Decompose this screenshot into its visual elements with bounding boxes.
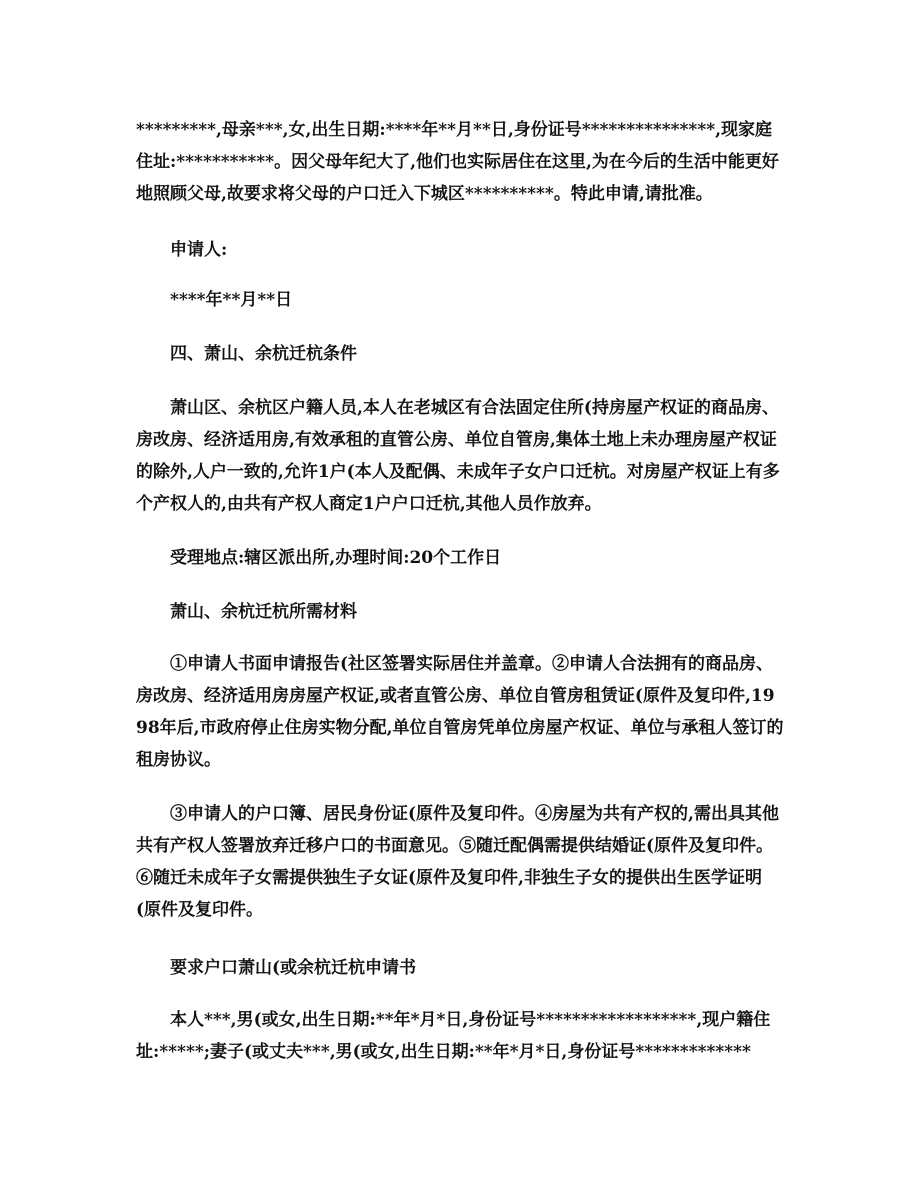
paragraph-materials-1-2: ①申请人书面申请报告(社区签署实际居住并盖章。②申请人合法拥有的商品房、房改房、经济适用房房屋产权证,或者直管公房、单位自管房租赁证(原件及复印件,1998年后,市政府停止住房实物分配,单位自管房凭单位房屋产权证、单位与承租人签订的租房协议。 [136, 654, 784, 770]
paragraph-parents-application: *********,母亲***,女,出生日期:****年**月**日,身份证号***************,现家庭住址:***********。因父母年纪大了,他们也实际居住在这里,为在今后的生活中能更好地照顾父母,故要求将父母的户口迁入下城区**********。特此申请,请批准。 [136, 120, 779, 204]
section-heading-application-form: 要求户口萧山(或余杭迁杭申请书 [170, 958, 417, 978]
paragraph-processing-location: 受理地点:辖区派出所,办理时间:20个工作日 [170, 548, 502, 568]
paragraph-applicant-label: 申请人: [170, 240, 228, 260]
section-heading-materials: 萧山、余杭迁杭所需材料 [170, 602, 357, 622]
paragraph-applicant-details: 本人***,男(或女,出生日期:**年*月*日,身份证号******************,现户籍住址:*****;妻子(或丈夫***,男(或女,出生日期:**年*月*日,身份证号************* [136, 1010, 771, 1062]
paragraph-materials-3-6: ③申请人的户口簿、居民身份证(原件及复印件。④房屋为共有产权的,需出具其他共有产权人签署放弃迁移户口的书面意见。⑤随迁配偶需提供结婚证(原件及复印件。⑥随迁未成年子女需提供独生子女证(原件及复印件,非独生子女的提供出生医学证明(原件及复印件。 [136, 804, 779, 920]
paragraph-date: ****年**月**日 [170, 290, 293, 310]
paragraph-conditions: 萧山区、余杭区户籍人员,本人在老城区有合法固定住所(持房屋产权证的商品房、房改房、经济适用房,有效承租的直管公房、单位自管房,集体土地上未办理房屋产权证的除外,人户一致的,允许1户(本人及配偶、未成年子女户口迁杭。对房屋产权证上有多个产权人的,由共有产权人商定1户户口迁杭,其他人员作放弃。 [136, 398, 780, 514]
section-heading-conditions: 四、萧山、余杭迁杭条件 [170, 344, 357, 364]
